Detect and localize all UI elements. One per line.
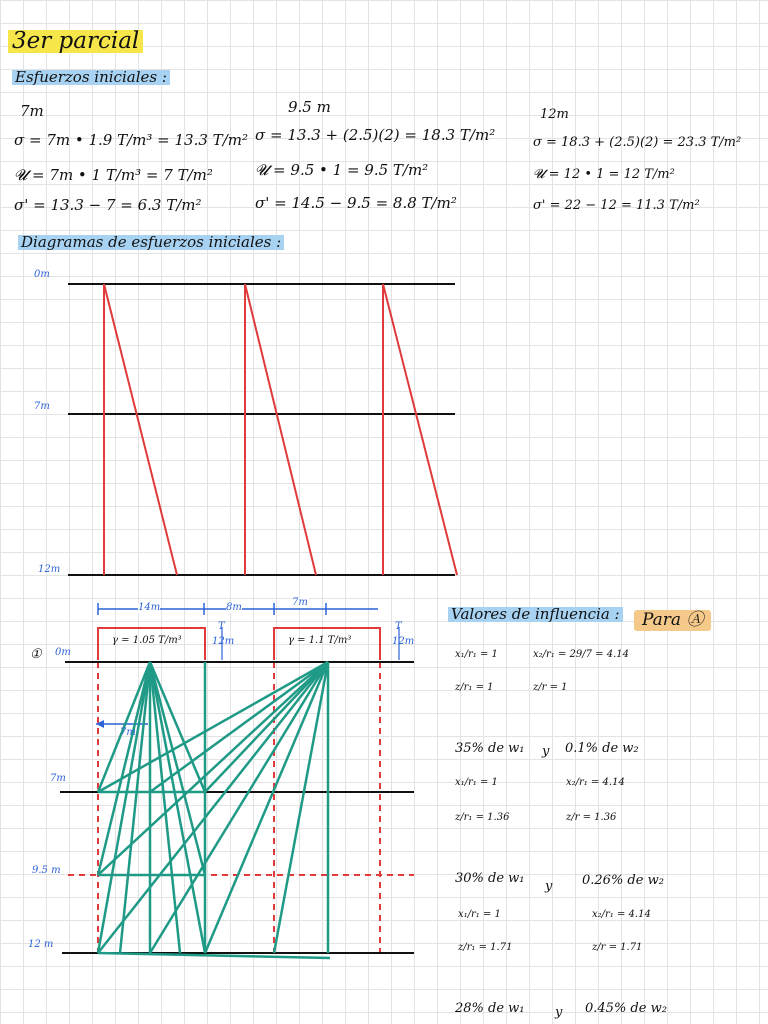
load-2-t: T: [395, 621, 402, 632]
diagram-depth-0m: 0m: [34, 269, 50, 280]
ratio-z-r-b: z/r = 1.36: [566, 812, 617, 823]
dim-7m: 7m: [292, 597, 308, 608]
influence-title: Valores de influencia :: [448, 607, 623, 622]
dim-half-width: 7m: [120, 727, 136, 738]
ratio-z-r-c: z/r = 1.71: [592, 942, 643, 953]
eq-9-5m-sigma-eff: σ' = 14.5 − 9.5 = 8.8 T/m²: [255, 194, 457, 212]
eq-12m-sigma: σ = 18.3 + (2.5)(2) = 23.3 T/m²: [533, 135, 742, 150]
bottom-depth-9-5m: 9.5 m: [32, 865, 61, 876]
eq-12m-sigma-eff: σ' = 22 − 12 = 11.3 T/m²: [533, 198, 700, 213]
pct-w2-a: 0.1% de w₂: [565, 741, 639, 756]
bottom-depth-0m: 0m: [55, 647, 71, 658]
eq-12m-u: 𝓤 = 12 • 1 = 12 T/m²: [533, 167, 675, 182]
influence-lines: [98, 662, 330, 958]
section-title-initial-stresses: Esfuerzos iniciales :: [12, 70, 170, 85]
ratio-z-r1-a: z/r₁ = 1: [455, 682, 494, 693]
diagram-depth-7m: 7m: [34, 401, 50, 412]
dim-8m: 8m: [226, 602, 242, 613]
para-a-label: Para Ⓐ: [634, 610, 711, 631]
and-c: y: [555, 1005, 563, 1020]
pct-w1-b: 30% de w₁: [455, 871, 525, 886]
depth-title-12m: 12m: [540, 107, 569, 122]
section-title-stress-diagrams: Diagramas de esfuerzos iniciales :: [18, 235, 284, 250]
pct-w1-a: 35% de w₁: [455, 741, 525, 756]
pct-w1-c: 28% de w₁: [455, 1001, 525, 1016]
ratio-z-r1-c: z/r₁ = 1.71: [458, 942, 513, 953]
diagram-depth-12m: 12m: [38, 564, 61, 575]
eq-7m-u: 𝓤 = 7m • 1 T/m³ = 7 T/m²: [14, 166, 213, 184]
load-1-t: T: [218, 621, 225, 632]
ratio-z-r-a: z/r = 1: [533, 682, 568, 693]
eq-9-5m-sigma: σ = 13.3 + (2.5)(2) = 18.3 T/m²: [255, 126, 496, 144]
depth-title-7m: 7m: [20, 102, 44, 120]
and-a: y: [542, 744, 550, 759]
pct-w2-b: 0.26% de w₂: [582, 873, 664, 888]
bottom-depth-12m: 12 m: [28, 939, 54, 950]
sigma-effective-profile: [383, 284, 457, 575]
load-1-unit-weight: γ = 1.05 T/m³: [112, 635, 182, 646]
ratio-x2-r1-a: x₂/r₁ = 29/7 = 4.14: [533, 649, 630, 660]
eq-7m-sigma: σ = 7m • 1.9 T/m³ = 13.3 T/m²: [14, 131, 248, 149]
dim-14m: 14m: [138, 602, 161, 613]
load-1-height: 12m: [212, 636, 235, 647]
ratio-x1-r1-c: x₁/r₁ = 1: [458, 909, 501, 920]
eq-7m-sigma-eff: σ' = 13.3 − 7 = 6.3 T/m²: [14, 196, 202, 214]
ratio-z-r1-b: z/r₁ = 1.36: [455, 812, 510, 823]
load-2-unit-weight: γ = 1.1 T/m³: [288, 635, 352, 646]
ratio-x2-r1-c: x₂/r₁ = 4.14: [592, 909, 651, 920]
eq-9-5m-u: 𝓤 = 9.5 • 1 = 9.5 T/m²: [255, 161, 429, 179]
pct-w2-c: 0.45% de w₂: [585, 1001, 667, 1016]
ratio-x1-r1-a: x₁/r₁ = 1: [455, 649, 498, 660]
and-b: y: [545, 879, 553, 894]
load-2-height: 12m: [392, 636, 415, 647]
bottom-depth-7m: 7m: [50, 773, 66, 784]
point-marker-a: ①: [30, 647, 42, 662]
depth-title-9-5m: 9.5 m: [288, 98, 331, 116]
ratio-x1-r1-b: x₁/r₁ = 1: [455, 777, 498, 788]
pore-pressure-profile: [245, 284, 316, 575]
page-title: 3er parcial: [8, 30, 143, 53]
sigma-total-profile: [104, 284, 177, 575]
ratio-x2-r1-b: x₂/r₁ = 4.14: [566, 777, 625, 788]
